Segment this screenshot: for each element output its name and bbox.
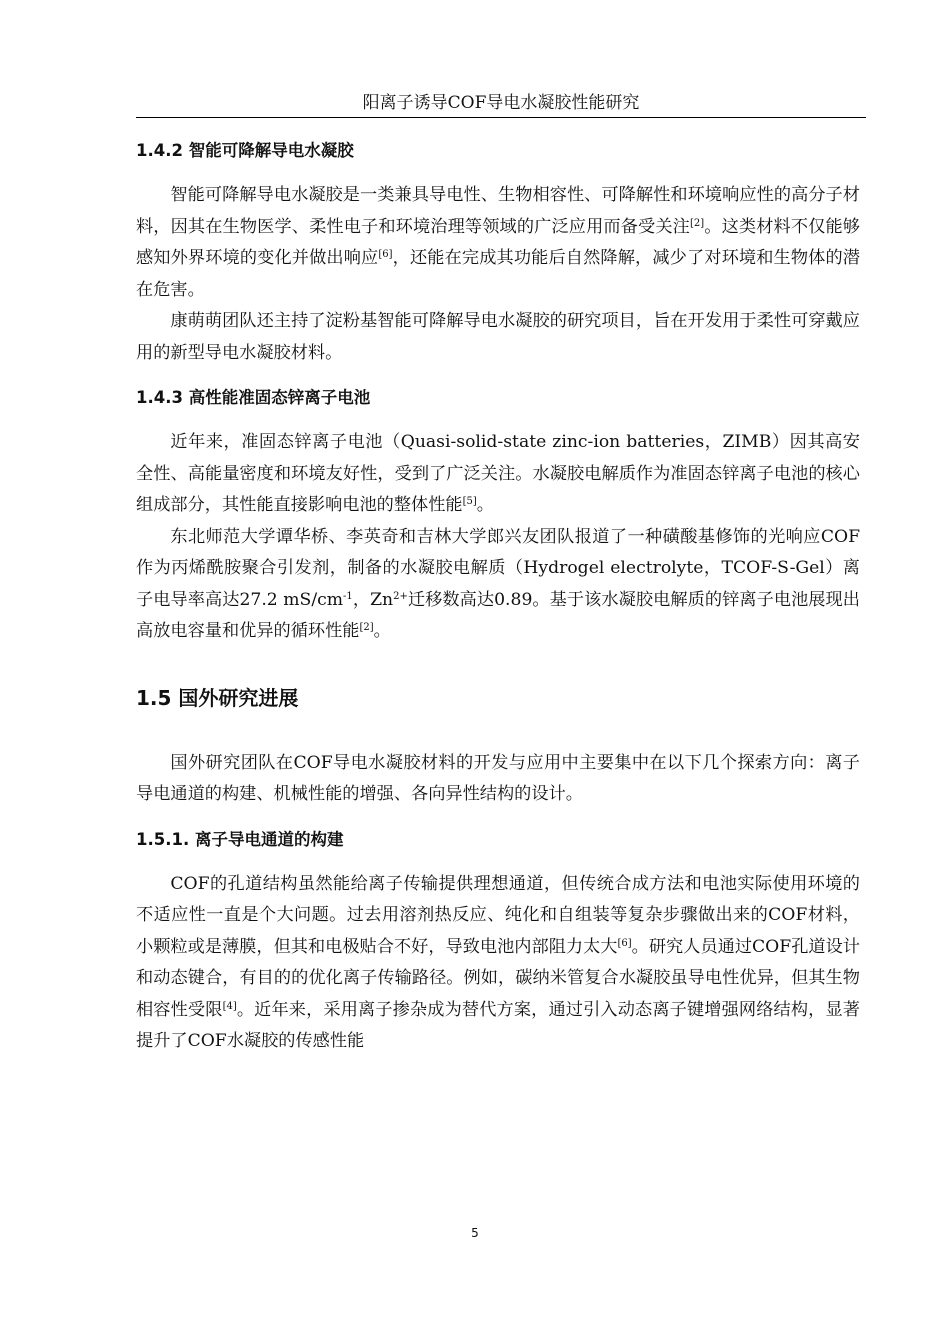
section-heading-1-5: 1.5 国外研究进展 — [136, 685, 299, 710]
text-run: 迁移数高达0.89。基于该水凝胶电解质的锌离子电池展现出高放电容量和优异的循环性能 — [136, 589, 860, 641]
text-run: 。 — [373, 621, 391, 641]
paragraph — [136, 748, 860, 811]
text-run: 。 — [476, 495, 494, 515]
page-number: 5 — [471, 1226, 479, 1240]
citation-superscript: 2+ — [393, 590, 408, 602]
text-run: 。这类材料不仅能够感知外界环境的变化并做出响应 — [136, 216, 860, 268]
text-run: 东北师范大学谭华桥、李英奇和吉林大学郎兴友团队报道了一种磺酸基修饰的光响应COF作为丙烯酰胺聚合引发剂，制备的水凝胶电解质（Hydrogel electrolyte，TCOF-S-Gel）离子电导率高达27.2 mS/cm — [136, 526, 860, 610]
text-run: 康萌萌团队还主持了淀粉基智能可降解导电水凝胶的研究项目，旨在开发用于柔性可穿戴应用的新型导电水凝胶材料。 — [136, 311, 860, 363]
paragraph — [136, 427, 860, 522]
header-rule — [136, 117, 866, 118]
section-heading-1-4-3: 1.4.3 高性能准固态锌离子电池 — [136, 388, 371, 407]
citation-superscript: -1 — [343, 590, 353, 602]
paragraph — [136, 306, 860, 369]
citation-superscript: [2] — [690, 217, 705, 229]
paragraph — [136, 180, 860, 306]
text-run: 智能可降解导电水凝胶是一类兼具导电性、生物相容性、可降解性和环境响应性的高分子材料，因其在生物医学、柔性电子和环境治理等领域的广泛应用而备受关注 — [136, 185, 860, 237]
text-run: 。研究人员通过COF孔道设计和动态键合，有目的的优化离子传输路径。例如，碳纳米管复合水凝胶虽导电性优异，但其生物相容性受限 — [136, 936, 860, 1020]
text-run: ，Zn — [352, 589, 394, 610]
text-run: 国外研究团队在COF导电水凝胶材料的开发与应用中主要集中在以下几个探索方向：离子导电通道的构建、机械性能的增强、各向异性结构的设计。 — [136, 752, 860, 804]
running-header: 阳离子诱导COF导电水凝胶性能研究 — [362, 93, 640, 113]
text-run: 近年来，准固态锌离子电池（Quasi-solid-state zinc-ion batteries，ZIMB）因其高安全性、高能量密度和环境友好性，受到了广泛关注。水凝胶电解质作为准固态锌离子电池的核心组成部分，其性能直接影响电池的整体性能 — [136, 432, 860, 515]
citation-superscript: [6] — [378, 249, 393, 260]
text-run: 。近年来，采用离子掺杂成为替代方案，通过引入动态离子键增强网络结构，显著提升了COF水凝胶的传感性能 — [136, 999, 860, 1051]
paragraph — [136, 869, 860, 1058]
paragraph — [136, 522, 860, 648]
citation-superscript: [5] — [462, 496, 477, 507]
text-run: COF的孔道结构虽然能给离子传输提供理想通道，但传统合成方法和电池实际使用环境的不适应性一直是个大问题。过去用溶剂热反应、纯化和自组装等复杂步骤做出来的COF材料，小颗粒或是薄膜，但其和电极贴合不好，导致电池内部阻力太大 — [136, 873, 860, 957]
section-heading-1-4-2: 1.4.2 智能可降解导电水凝胶 — [136, 141, 354, 160]
text-run: ，还能在完成其功能后自然降解，减少了对环境和生物体的潜在危害。 — [136, 248, 860, 300]
citation-superscript: [2] — [359, 622, 374, 633]
citation-superscript: [4] — [222, 1000, 237, 1012]
page-body — [136, 136, 860, 1058]
section-heading-1-5-1: 1.5.1. 离子导电通道的构建 — [136, 829, 344, 849]
citation-superscript: [6] — [617, 937, 632, 949]
